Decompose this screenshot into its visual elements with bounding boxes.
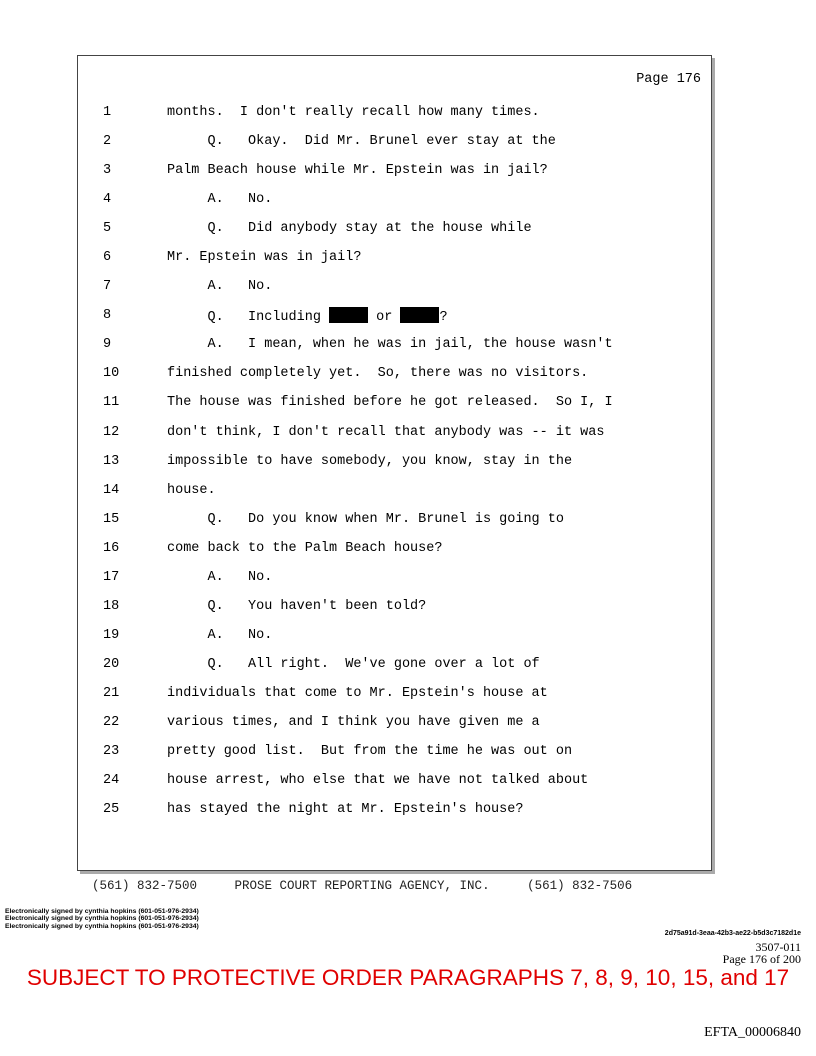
transcript-page (77, 55, 712, 871)
transcript-line (78, 482, 711, 511)
transcript-line (78, 569, 711, 598)
line-number: 9 (103, 337, 112, 353)
line-text: don't think, I don't recall that anybody was -- it was (167, 424, 605, 440)
line-number: 2 (103, 134, 112, 150)
transcript-lines (78, 104, 711, 830)
line-number: 3 (103, 163, 112, 179)
transcript-line (78, 453, 711, 482)
line-number: 20 (103, 656, 120, 672)
signature-block (5, 908, 199, 930)
transcript-line (78, 307, 711, 336)
line-text: house. (167, 482, 216, 498)
transcript-line (78, 511, 711, 540)
line-text: house arrest, who else that we have not talked about (167, 773, 589, 789)
signature-line: Electronically signed by cynthia hopkins (601-051-976-2934) (5, 922, 199, 930)
transcript-line (78, 162, 711, 191)
transcript-line (78, 191, 711, 220)
transcript-line (78, 249, 711, 278)
line-number: 6 (103, 250, 112, 266)
line-text: impossible to have somebody, you know, stay in the (167, 453, 573, 469)
transcript-line (78, 540, 711, 569)
line-number: 24 (103, 773, 120, 789)
transcript-line (78, 598, 711, 627)
transcript-line (78, 104, 711, 133)
line-text-mid: or (368, 310, 401, 326)
line-text: finished completely yet. So, there was no visitors. (167, 366, 589, 382)
transcript-line (78, 133, 711, 162)
line-text: A. No. (167, 627, 273, 643)
transcript-line (78, 220, 711, 249)
protective-order-notice: SUBJECT TO PROTECTIVE ORDER PARAGRAPHS 7, 8, 9, 10, 15, and 17 (26, 965, 790, 990)
page-label: Page 176 (636, 72, 701, 87)
transcript-line (78, 772, 711, 801)
transcript-line (78, 365, 711, 394)
line-number: 4 (103, 192, 112, 208)
line-number: 10 (103, 366, 120, 382)
transcript-line (78, 627, 711, 656)
line-number: 19 (103, 627, 120, 643)
transcript-line (78, 801, 711, 830)
line-text: come back to the Palm Beach house? (167, 540, 443, 556)
line-number: 11 (103, 395, 120, 411)
line-number: 18 (103, 598, 120, 614)
line-text: Q. You haven't been told? (167, 598, 427, 614)
reporting-agency-footer: (561) 832-7500 PROSE COURT REPORTING AGENCY, INC. (561) 832-7506 (92, 879, 633, 893)
line-text: The house was finished before he got released. So I, I (167, 395, 613, 411)
redaction-box (329, 307, 368, 323)
line-number: 13 (103, 453, 120, 469)
line-number: 16 (103, 540, 120, 556)
line-text: A. No. (167, 279, 273, 295)
transcript-line (78, 656, 711, 685)
line-text: Q. All right. We've gone over a lot of (167, 656, 540, 672)
line-number: 25 (103, 802, 120, 818)
line-number: 1 (103, 105, 112, 120)
document-hash: 2d75a91d-3eaa-42b3-ae22-b5d3c7182d1e (664, 930, 801, 937)
line-text: A. No. (167, 192, 273, 208)
line-text: Mr. Epstein was in jail? (167, 250, 362, 266)
transcript-line (78, 278, 711, 307)
transcript-line (78, 394, 711, 423)
line-text (167, 307, 448, 326)
line-number: 17 (103, 569, 120, 585)
line-number: 22 (103, 714, 120, 730)
line-number: 7 (103, 279, 112, 295)
page-count: Page 176 of 200 (722, 952, 801, 966)
line-number: 15 (103, 511, 120, 527)
transcript-line (78, 685, 711, 714)
efta-id: EFTA_00006840 (704, 1025, 801, 1040)
line-text: Q. Did anybody stay at the house while (167, 221, 532, 237)
line-number: 8 (103, 308, 112, 324)
line-text: has stayed the night at Mr. Epstein's house? (167, 802, 524, 818)
redaction-box (400, 307, 439, 323)
line-number: 5 (103, 221, 112, 237)
line-number: 14 (103, 482, 120, 498)
line-number: 23 (103, 744, 120, 760)
transcript-line (78, 424, 711, 453)
transcript-line (78, 714, 711, 743)
line-number: 21 (103, 685, 120, 701)
line-text-before: Q. Including (167, 310, 330, 326)
line-text: Q. Do you know when Mr. Brunel is going to (167, 511, 564, 527)
document-reference (723, 941, 801, 965)
line-text: months. I don't really recall how many times. (167, 105, 540, 120)
line-text: pretty good list. But from the time he was out on (167, 744, 573, 760)
transcript-line (78, 743, 711, 772)
line-text: individuals that come to Mr. Epstein's house at (167, 685, 548, 701)
transcript-line (78, 336, 711, 365)
line-text: A. No. (167, 569, 273, 585)
signature-line: Electronically signed by cynthia hopkins (601-051-976-2934) (5, 908, 199, 915)
doc-number: 3507-011 (755, 940, 801, 954)
line-text: A. I mean, when he was in jail, the house wasn't (167, 337, 613, 353)
line-text: Palm Beach house while Mr. Epstein was in jail? (167, 163, 548, 179)
line-number: 12 (103, 424, 120, 440)
line-text: various times, and I think you have given me a (167, 714, 540, 730)
line-text-after: ? (439, 310, 448, 326)
line-text: Q. Okay. Did Mr. Brunel ever stay at the (167, 134, 556, 150)
signature-line: Electronically signed by cynthia hopkins (601-051-976-2934) (5, 915, 199, 923)
